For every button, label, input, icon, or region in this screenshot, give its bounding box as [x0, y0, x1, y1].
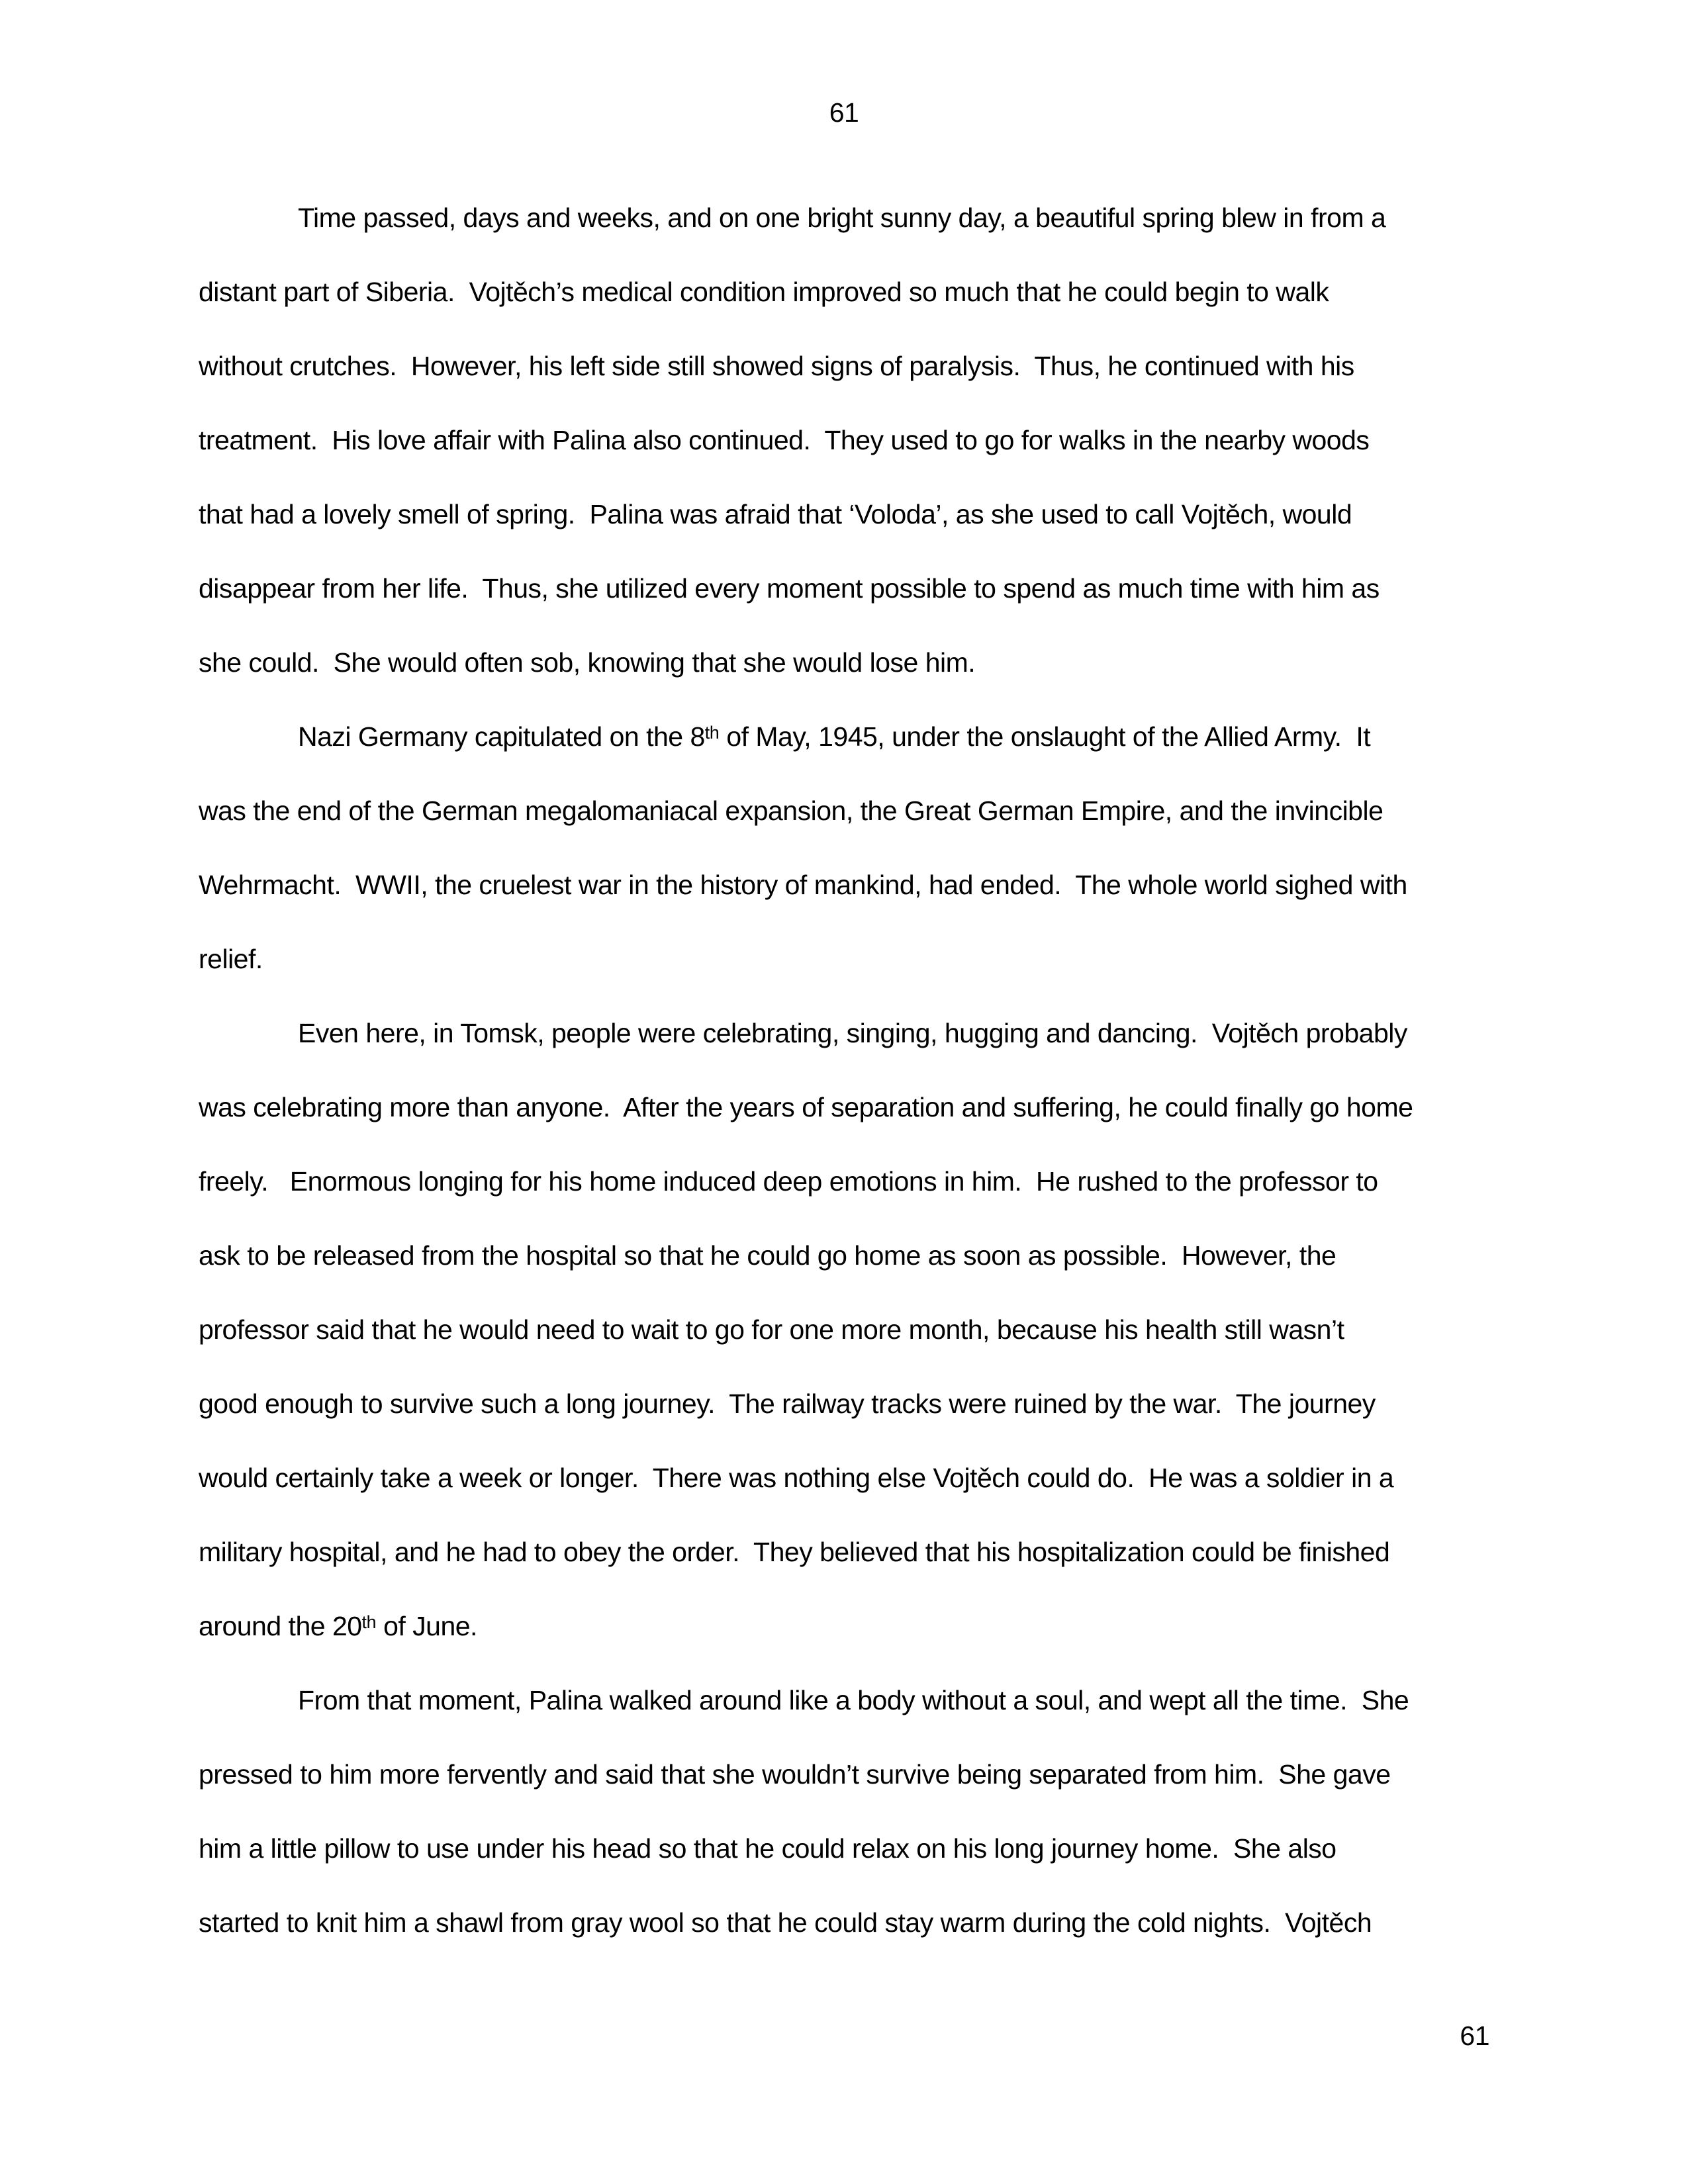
- text-line: Even here, in Tomsk, people were celebrating, singing, hugging and dancing. Vojtěch probably: [298, 1018, 1407, 1048]
- text-line: From that moment, Palina walked around like a body without a soul, and wept all the time. She: [298, 1685, 1409, 1715]
- document-body: [199, 181, 1493, 1960]
- text-line: started to knit him a shawl from gray wool so that he could stay warm during the cold nights. Vojtěch: [199, 1907, 1372, 1938]
- text-line: freely. Enormous longing for his home induced deep emotions in him. He rushed to the professor to: [199, 1166, 1378, 1197]
- text-line: ask to be released from the hospital so that he could go home as soon as possible. However, the: [199, 1240, 1336, 1271]
- text-line: Time passed, days and weeks, and on one bright sunny day, a beautiful spring blew in from a: [298, 203, 1386, 233]
- text-line: distant part of Siberia. Vojtěch’s medical condition improved so much that he could begin to walk: [199, 277, 1329, 307]
- text-line: Wehrmacht. WWII, the cruelest war in the history of mankind, had ended. The whole world sighed with: [199, 870, 1407, 900]
- text-line: professor said that he would need to wait to go for one more month, because his health still wasn’t: [199, 1314, 1344, 1345]
- superscript-ordinal: th: [361, 1612, 377, 1632]
- text-line: she could. She would often sob, knowing that she would lose him.: [199, 647, 976, 678]
- text-line: good enough to survive such a long journey. The railway tracks were ruined by the war. The journey: [199, 1388, 1376, 1419]
- text-line: relief.: [199, 944, 263, 974]
- text-line: treatment. His love affair with Palina also continued. They used to go for walks in the nearby woods: [199, 425, 1370, 455]
- text-line: him a little pillow to use under his head so that he could relax on his long journey home. She also: [199, 1833, 1336, 1864]
- text-line: disappear from her life. Thus, she utilized every moment possible to spend as much time with him as: [199, 573, 1380, 604]
- page-number-bottom: 61: [1460, 2021, 1489, 2051]
- text-line: was the end of the German megalomaniacal expansion, the Great German Empire, and the invincible: [199, 796, 1383, 826]
- text-line: without crutches. However, his left side still showed signs of paralysis. Thus, he continued with his: [199, 351, 1354, 381]
- text-line: Nazi Germany capitulated on the 8th of May, 1945, under the onslaught of the Allied Army. It: [298, 721, 1371, 752]
- text-line: around the 20th of June.: [199, 1611, 477, 1641]
- text-line: pressed to him more fervently and said that she wouldn’t survive being separated from him. She gave: [199, 1759, 1391, 1790]
- page-number-top: 61: [829, 97, 859, 128]
- superscript-ordinal: th: [704, 722, 720, 743]
- text-line: would certainly take a week or longer. There was nothing else Vojtěch could do. He was a soldier in a: [199, 1463, 1394, 1493]
- text-line: was celebrating more than anyone. After the years of separation and suffering, he could finally go home: [199, 1092, 1413, 1122]
- text-line: military hospital, and he had to obey the order. They believed that his hospitalization could be finished: [199, 1537, 1390, 1567]
- text-line: that had a lovely smell of spring. Palina was afraid that ‘Voloda’, as she used to call Vojtěch, would: [199, 499, 1352, 529]
